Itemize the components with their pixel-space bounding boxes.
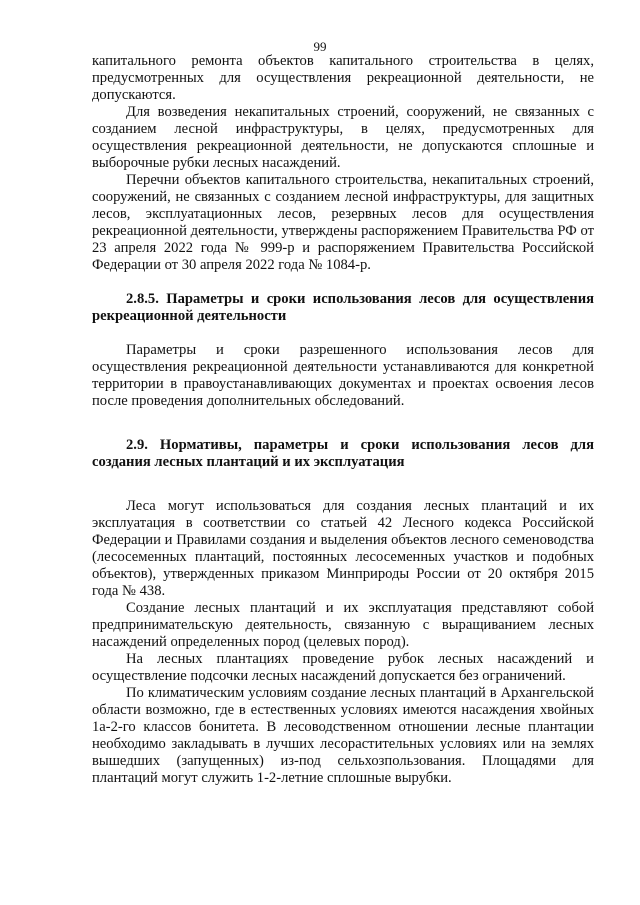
page-content: [92, 53, 594, 787]
paragraph: По климатическим условиям создание лесных плантаций в Архангельской области возможно, где в естественных условиях имеются насаждения хвойных 1а-2-го классов бонитета. В лесоводственном отношении лесные плантации необходимо закладывать в лучших лесорастительных условиях или на землях вышедших (запущенных) из-под сельхозпользования. Площадями для плантаций могут служить 1-2-летние сплошные вырубки.: [92, 685, 594, 786]
paragraph: Перечни объектов капитального строительства, некапитальных строений, сооружений, не связанных с созданием лесной инфраструктуры, для защитных лесов, эксплуатационных лесов, резервных лесов для осуществления рекреационной деятельности, утверждены распоряжением Правительства РФ от 23 апреля 2022 года № 999-р и распоряжением Правительства Российской Федерации от 30 апреля 2022 года № 1084-р.: [92, 172, 594, 273]
section-heading-2-8-5: 2.8.5. Параметры и сроки использования лесов для осуществления рекреационной деятельности: [92, 291, 594, 324]
page-number: 99: [313, 39, 327, 54]
spacer: [92, 325, 594, 342]
paragraph: Создание лесных плантаций и их эксплуатация представляют собой предпринимательскую деятельность, связанную с выращиванием лесных насаждений определенных пород (целевых пород).: [92, 600, 594, 650]
paragraph: Леса могут использоваться для создания лесных плантаций и их эксплуатация в соответствии со статьей 42 Лесного кодекса Российской Федерации и Правилами создания и выделения объектов лесного семеноводства (лесосеменных плантаций, постоянных лесосеменных участков и подобных объектов), утвержденных приказом Минприроды России от 20 октября 2015 года № 438.: [92, 498, 594, 599]
paragraph: Для возведения некапитальных строений, сооружений, не связанных с созданием лесной инфраструктуры, в целях, предусмотренных для осуществления рекреационной деятельности, не допускаются сплошные и выборочные рубки лесных насаждений.: [92, 104, 594, 171]
paragraph-continuation: капитального ремонта объектов капитального строительства в целях, предусмотренных для осуществления рекреационной деятельности, не допускаются.: [92, 53, 594, 103]
paragraph: На лесных плантациях проведение рубок лесных насаждений и осуществление подсочки лесных насаждений допускается без ограничений.: [92, 651, 594, 684]
paragraph: Параметры и сроки разрешенного использования лесов для осуществления рекреационной деятельности устанавливаются для конкретной территории в правоустанавливающих документах и проектах освоения лесов после проведения дополнительных обследований.: [92, 342, 594, 409]
spacer: [92, 410, 594, 437]
spacer: [92, 471, 594, 498]
spacer: [92, 274, 594, 291]
section-heading-2-9: 2.9. Нормативы, параметры и сроки использования лесов для создания лесных плантаций и их эксплуатация: [92, 437, 594, 470]
